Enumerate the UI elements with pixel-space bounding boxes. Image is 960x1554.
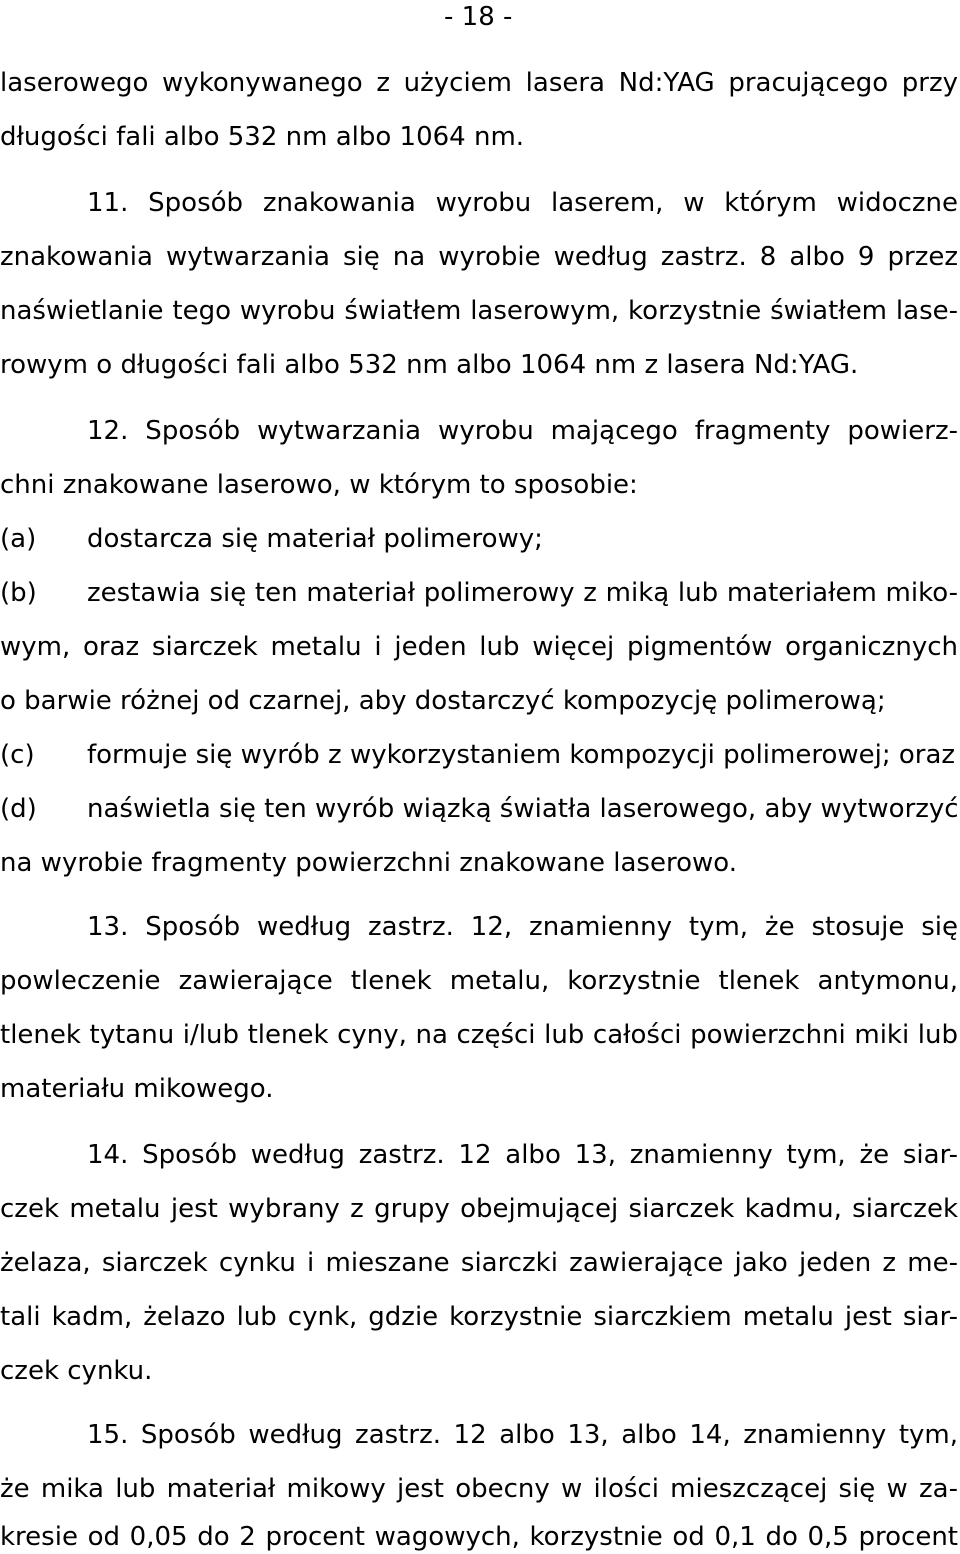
text-line: kresie od 0,05 do 2 procent wagowych, korzystnie od 0,1 do 0,5 procent bbox=[0, 1522, 958, 1552]
list-marker-d: (d) bbox=[0, 794, 37, 824]
text-line: długości fali albo 532 nm albo 1064 nm. bbox=[0, 122, 525, 152]
text-line: powleczenie zawierające tlenek metalu, korzystnie tlenek antymonu, bbox=[0, 966, 958, 996]
text-line: że mika lub materiał mikowy jest obecny w ilości mieszczącej się w za- bbox=[0, 1474, 958, 1504]
list-item-d: naświetla się ten wyrób wiązką światła laserowego, aby wytworzyć bbox=[87, 794, 959, 824]
text-line: czek metalu jest wybrany z grupy obejmującej siarczek kadmu, siarczek bbox=[0, 1194, 958, 1224]
text-line: czek cynku. bbox=[0, 1356, 153, 1386]
list-marker-b: (b) bbox=[0, 578, 37, 608]
list-marker-a: (a) bbox=[0, 524, 37, 554]
claim-11-start: 11. Sposób znakowania wyrobu laserem, w którym widoczne bbox=[87, 188, 958, 218]
text-line: o barwie różnej od czarnej, aby dostarczyć kompozycję polimerową; bbox=[0, 686, 886, 716]
claim-12-start: 12. Sposób wytwarzania wyrobu mającego fragmenty powierz- bbox=[87, 416, 958, 446]
text-line: na wyrobie fragmenty powierzchni znakowane laserowo. bbox=[0, 848, 737, 878]
text-line: żelaza, siarczek cynku i mieszane siarczki zawierające jako jeden z me- bbox=[0, 1248, 958, 1278]
list-item-c: formuje się wyrób z wykorzystaniem kompozycji polimerowej; oraz bbox=[87, 740, 956, 770]
text-line: znakowania wytwarzania się na wyrobie według zastrz. 8 albo 9 przez bbox=[0, 242, 958, 272]
list-item-b: zestawia się ten materiał polimerowy z miką lub materiałem miko- bbox=[87, 578, 958, 608]
page-number: - 18 - bbox=[444, 2, 513, 32]
claim-15-start: 15. Sposób według zastrz. 12 albo 13, albo 14, znamienny tym, bbox=[87, 1420, 958, 1450]
text-line: rowym o długości fali albo 532 nm albo 1064 nm z lasera Nd:YAG. bbox=[0, 350, 859, 380]
text-line: naświetlanie tego wyrobu światłem laserowym, korzystnie światłem lase- bbox=[0, 296, 958, 326]
text-line: wym, oraz siarczek metalu i jeden lub więcej pigmentów organicznych bbox=[0, 632, 958, 662]
text-line: tali kadm, żelazo lub cynk, gdzie korzystnie siarczkiem metalu jest siar- bbox=[0, 1302, 958, 1332]
list-item-a: dostarcza się materiał polimerowy; bbox=[87, 524, 543, 554]
text-line: materiału mikowego. bbox=[0, 1074, 274, 1104]
text-line: chni znakowane laserowo, w którym to sposobie: bbox=[0, 470, 638, 500]
claim-14-start: 14. Sposób według zastrz. 12 albo 13, znamienny tym, że siar- bbox=[87, 1140, 958, 1170]
list-marker-c: (c) bbox=[0, 740, 35, 770]
claim-13-start: 13. Sposób według zastrz. 12, znamienny tym, że stosuje się bbox=[87, 912, 958, 942]
text-line: laserowego wykonywanego z użyciem lasera Nd:YAG pracującego przy bbox=[0, 68, 958, 98]
text-line: tlenek tytanu i/lub tlenek cyny, na części lub całości powierzchni miki lub bbox=[0, 1020, 958, 1050]
